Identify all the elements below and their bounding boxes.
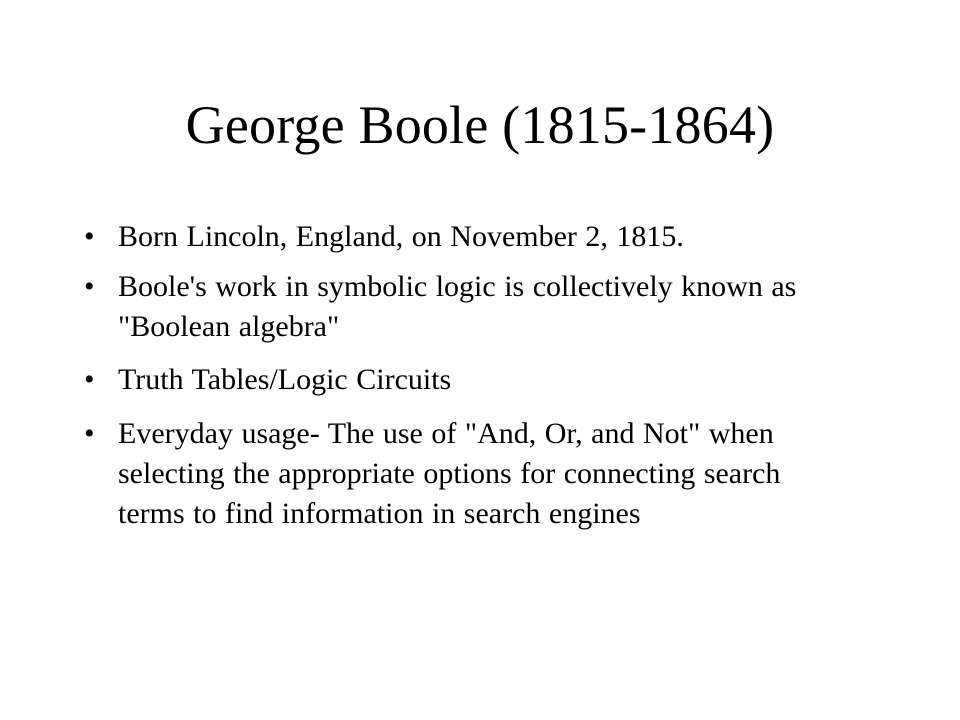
bullet-list: [84, 217, 844, 534]
bullet-text: Everyday usage- The use of "And, Or, and Not" when selecting the appropriate options for connecting search terms to find information in search engines: [118, 417, 781, 530]
bullet-item: [84, 267, 844, 347]
bullet-text: Truth Tables/Logic Circuits: [118, 363, 452, 396]
bullet-text: Boole's work in symbolic logic is collectively known as "Boolean algebra": [118, 270, 797, 343]
bullet-item: [84, 217, 844, 257]
bullet-dot-icon: •: [84, 270, 95, 303]
bullet-dot-icon: •: [84, 220, 95, 253]
bullet-dot-icon: •: [84, 363, 95, 396]
bullet-dot-icon: •: [84, 417, 95, 450]
bullet-item: [84, 414, 844, 534]
bullet-text: Born Lincoln, England, on November 2, 1815.: [118, 220, 684, 253]
slide-title: George Boole (1815-1864): [185, 95, 775, 155]
bullet-item: [84, 360, 844, 400]
